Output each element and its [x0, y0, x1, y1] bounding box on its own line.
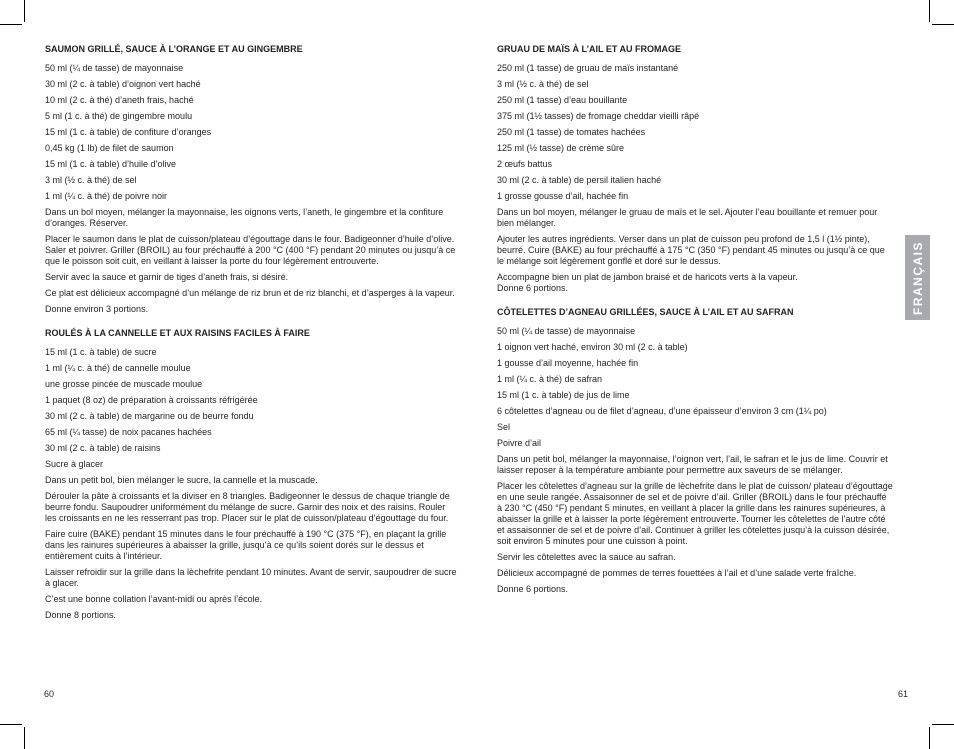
ingredient-item: 250 ml (1 tasse) de gruau de maïs instantané: [497, 63, 679, 73]
ingredient-item: 65 ml (¼ tasse) de noix pacanes hachées: [45, 427, 212, 437]
recipe-title: GRUAU DE MAÏS À L’AIL ET AU FROMAGE: [497, 44, 682, 54]
recipe-title: CÔTELETTES D’AGNEAU GRILLÉES, SAUCE À L’AIL ET AU SAFRAN: [497, 307, 794, 317]
instruction-paragraph: Laisser refroidir sur la grille dans la lèchefrite pendant 10 minutes. Avant de servir, saupoudrer de sucre à glacer.: [45, 567, 457, 588]
recipe-section: [497, 44, 893, 294]
instruction-paragraph: Délicieux accompagné de pommes de terres fouettées à l’ail et d’une salade verte fraîche.: [497, 568, 857, 578]
crop-mark: [929, 0, 930, 22]
ingredient-item: Sel: [497, 422, 511, 432]
instruction-paragraph: Accompagne bien un plat de jambon braisé et de haricots verts à la vapeur. Donne 6 portions.: [497, 272, 798, 293]
recipe-title: SAUMON GRILLÉ, SAUCE À L’ORANGE ET AU GINGEMBRE: [45, 44, 303, 54]
language-tab: [905, 235, 930, 320]
ingredient-item: 125 ml (½ tasse) de crème sûre: [497, 143, 625, 153]
crop-mark: [24, 0, 25, 22]
ingredient-item: 50 ml (¼ de tasse) de mayonnaise: [497, 326, 636, 336]
crop-mark: [24, 727, 25, 749]
ingredient-item: 1 ml (¼ c. à thé) de poivre noir: [45, 191, 168, 201]
instruction-paragraph: Servir les côtelettes avec la sauce au safran.: [497, 552, 676, 562]
ingredient-item: 0,45 kg (1 lb) de filet de saumon: [45, 143, 174, 153]
ingredient-item: 10 ml (2 c. à thé) d’aneth frais, haché: [45, 95, 194, 105]
crop-mark: [932, 724, 954, 725]
instruction-paragraph: Dans un petit bol, bien mélanger le sucre, la cannelle et la muscade.: [45, 475, 318, 485]
ingredient-item: 1 paquet (8 oz) de préparation à croissants réfrigérée: [45, 395, 258, 405]
ingredient-item: 1 oignon vert haché, environ 30 ml (2 c. à table): [497, 342, 688, 352]
instruction-paragraph: C’est une bonne collation l’avant-midi ou après l’école.: [45, 594, 263, 604]
ingredient-item: 3 ml (½ c. à thé) de sel: [45, 175, 137, 185]
ingredient-item: 15 ml (1 c. à table) d’huile d’olive: [45, 159, 177, 169]
ingredient-item: 3 ml (½ c. à thé) de sel: [497, 79, 589, 89]
ingredient-item: Poivre d’ail: [497, 438, 542, 448]
ingredient-item: 15 ml (1 c. à table) de jus de lime: [497, 390, 630, 400]
recipe-title: ROULÉS À LA CANNELLE ET AUX RAISINS FACILES À FAIRE: [45, 328, 310, 338]
right-page-column: [497, 44, 893, 600]
ingredient-item: 250 ml (1 tasse) d’eau bouillante: [497, 95, 628, 105]
left-page-column: [45, 44, 459, 626]
ingredient-item: 1 grosse gousse d’ail, hachée fin: [497, 191, 629, 201]
instruction-paragraph: Donne environ 3 portions.: [45, 304, 149, 314]
ingredient-item: 15 ml (1 c. à table) de confiture d’oranges: [45, 127, 212, 137]
ingredient-item: 250 ml (1 tasse) de tomates hachées: [497, 127, 646, 137]
crop-mark: [0, 24, 22, 25]
ingredient-item: 30 ml (2 c. à table) de raisins: [45, 443, 161, 453]
ingredient-item: 2 œufs battus: [497, 159, 553, 169]
instruction-paragraph: Dérouler la pâte à croissants et la diviser en 8 triangles. Badigeonner le dessus de chaque triangle de beurre fondu. Saupoudrer uniformément du mélange de sucre. Garnir des noix et des raisins. Rouler les croissants en ne les resserrant pas trop. Placer sur le plat de cuisson/plateau d’égouttage du four.: [45, 491, 450, 523]
instruction-paragraph: Dans un petit bol, mélanger la mayonnaise, l’oignon vert, l’ail, le safran et le jus de lime. Couvrir et laisser reposer à la température ambiante pour permettre aux saveurs de se mélanger.: [497, 454, 888, 475]
instruction-paragraph: Dans un bol moyen, mélanger le gruau de maïs et le sel. Ajouter l’eau bouillante et remuer pour bien mélanger.: [497, 207, 878, 228]
recipe-section: [45, 328, 459, 621]
ingredient-item: 30 ml (2 c. à table) de margarine ou de beurre fondu: [45, 411, 254, 421]
recipe-section: [497, 307, 893, 595]
language-tab-label: FRANÇAIS: [910, 240, 925, 315]
instruction-paragraph: Dans un bol moyen, mélanger la mayonnaise, les oignons verts, l’aneth, le gingembre et la confiture d’oranges. Réserver.: [45, 207, 444, 228]
ingredient-item: 375 ml (1½ tasses) de fromage cheddar vieilli râpé: [497, 111, 700, 121]
ingredient-item: 6 côtelettes d’agneau ou de filet d’agneau, d’une épaisseur d’environ 3 cm (1¼ po): [497, 406, 827, 416]
crop-mark: [0, 724, 22, 725]
instruction-paragraph: Ajouter les autres ingrédients. Verser dans un plat de cuisson peu profond de 1,5 l (1½ pinte), beurré. Cuire (BAKE) au four préchauffé à 175 °C (350 °F) pendant 45 minutes ou jusqu’à ce que le mélange soit légèrement gonflé et doré sur le dessus.: [497, 234, 885, 266]
instruction-paragraph: Placer le saumon dans le plat de cuisson/plateau d’égouttage dans le four. Badigeonner d’huile d’olive. Saler et poivrer. Griller (BROIL) au four préchauffé à 200 °C (400 °F) pendant 20 minutes ou jusqu’à ce que le poisson soit cuit, en veillant à laisser la porte du four légèrement entrouverte.: [45, 234, 456, 266]
ingredient-item: 30 ml (2 c. à table) d’oignon vert haché: [45, 79, 201, 89]
crop-mark: [929, 727, 930, 749]
ingredient-item: 1 gousse d’ail moyenne, hachée fin: [497, 358, 639, 368]
ingredient-item: Sucre à glacer: [45, 459, 104, 469]
instruction-paragraph: Faire cuire (BAKE) pendant 15 minutes dans le four préchauffé à 190 °C (375 °F), en plaçant la grille dans les rainures supérieures à abaisser la grille, jusqu’à ce qu’ils soient dorés sur le dessus et entièrement cuits à l’intérieur.: [45, 529, 447, 561]
recipe-section: [45, 44, 459, 315]
instruction-paragraph: Servir avec la sauce et garnir de tiges d’aneth frais, si désiré.: [45, 272, 289, 282]
page-number-right: 61: [898, 689, 909, 699]
ingredient-item: 15 ml (1 c. à table) de sucre: [45, 347, 157, 357]
ingredient-item: 5 ml (1 c. à thé) de gingembre moulu: [45, 111, 193, 121]
ingredient-item: 50 ml (¼ de tasse) de mayonnaise: [45, 63, 184, 73]
ingredient-item: 1 ml (¼ c. à thé) de cannelle moulue: [45, 363, 191, 373]
page-number-left: 60: [44, 689, 55, 699]
ingredient-item: 1 ml (¼ c. à thé) de safran: [497, 374, 603, 384]
instruction-paragraph: Ce plat est délicieux accompagné d’un mélange de riz brun et de riz blanchi, et d’asperges à la vapeur.: [45, 288, 455, 298]
instruction-paragraph: Placer les côtelettes d’agneau sur la grille de lèchefrite dans le plat de cuisson/ plateau d’égouttage en une seule rangée. Assaisonner de sel et de poivre d’ail. Griller (BROIL) dans le four préchauffé à 230 °C (450 °F) pendant 5 minutes, en veillant à placer la grille dans les rainures supérieures, à abaisser la grille et à laisser la porte légèrement entrouverte. Tourner les côtelettes de l’autre côté et assaisonner de sel et de poivre d’ail. Continuer à griller les côtelettes jusqu’à la cuisson désirée, soit environ 5 minutes pour une cuisson à point.: [497, 481, 893, 546]
ingredient-item: 30 ml (2 c. à table) de persil italien haché: [497, 175, 662, 185]
ingredient-item: une grosse pincée de muscade moulue: [45, 379, 203, 389]
instruction-paragraph: Donne 6 portions.: [497, 584, 569, 594]
crop-mark: [932, 24, 954, 25]
instruction-paragraph: Donne 8 portions.: [45, 610, 117, 620]
